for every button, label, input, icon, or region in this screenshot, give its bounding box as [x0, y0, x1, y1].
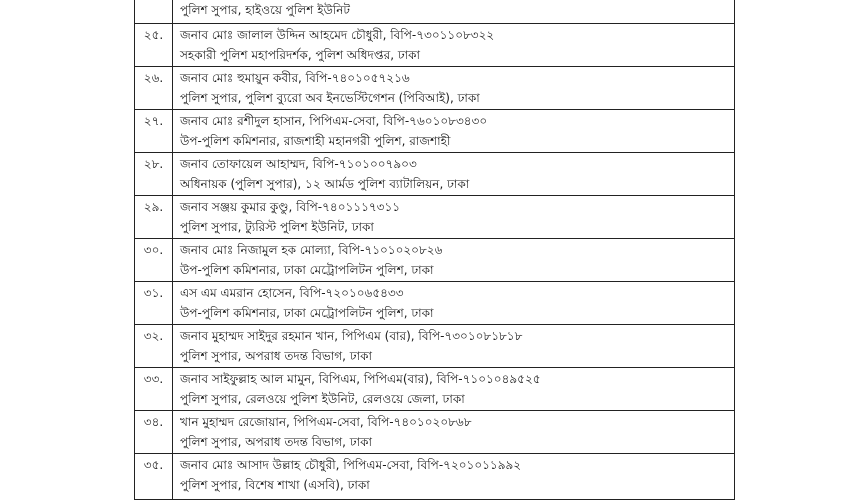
entry-name: এস এম এমরান হোসেন, বিপি-৭২০১০৬৫৪৩৩: [180, 286, 404, 300]
entry-designation: পুলিশ সুপার, ট্যুরিস্ট পুলিশ ইউনিট, ঢাকা: [180, 220, 374, 234]
serial-number: ২৫.: [135, 24, 173, 67]
entry-name: জনাব তোফায়েল আহাম্মদ, বিপি-৭১০১০০৭৯০৩: [180, 157, 417, 171]
serial-number: ৩৩.: [135, 368, 173, 411]
entry-cell: [173, 110, 735, 153]
entry-cell: [173, 368, 735, 411]
entry-designation: উপ-পুলিশ কমিশনার, রাজশাহী মহানগরী পুলিশ, রাজশাহী: [180, 134, 451, 148]
table-row: [135, 454, 735, 500]
entry-cell: [173, 24, 735, 67]
entry-cell: [173, 67, 735, 110]
table-row: [135, 325, 735, 368]
serial-number: ৩৪.: [135, 411, 173, 454]
serial-number: ২৯.: [135, 196, 173, 239]
serial-number: ৩২.: [135, 325, 173, 368]
serial-number: ৩৫.: [135, 454, 173, 500]
serial-number: ২৮.: [135, 153, 173, 196]
serial-number: ৩১.: [135, 282, 173, 325]
entry-designation: উপ-পুলিশ কমিশনার, ঢাকা মেট্রোপলিটন পুলিশ, ঢাকা: [180, 263, 434, 277]
table-row: [135, 67, 735, 110]
table-row: [135, 153, 735, 196]
entry-cell: [173, 196, 735, 239]
entry-designation: অধিনায়ক (পুলিশ সুপার), ১২ আর্মড পুলিশ ব্যাটালিয়ন, ঢাকা: [180, 177, 470, 191]
entry-name: জনাব মুহাম্মদ সাইদুর রহমান খান, পিপিএম (বার), বিপি-৭৩০১০৮১৮১৮: [180, 329, 523, 343]
table-row: [135, 239, 735, 282]
entry-name: খান মুহাম্মদ রেজোয়ান, পিপিএম-সেবা, বিপি-৭৪০১০২০৮৬৮: [180, 415, 472, 429]
table-row: [135, 282, 735, 325]
table-row: [135, 0, 735, 24]
entry-name: জনাব মোঃ রশীদুল হাসান, পিপিএম-সেবা, বিপি-৭৬০১০৮৩৪৩০: [180, 114, 488, 128]
table-row: [135, 368, 735, 411]
entry-cell: [173, 153, 735, 196]
entry-name: জনাব মোঃ আসাদ উল্লাহ চৌধুরী, পিপিএম-সেবা, বিপি-৭২০১০১১৯৯২: [180, 458, 522, 472]
entry-cell: [173, 325, 735, 368]
table-row: [135, 196, 735, 239]
table-row: [135, 110, 735, 153]
entry-name: জনাব মোঃ হুমায়ুন কবীর, বিপি-৭৪০১০৫৭২১৬: [180, 71, 410, 85]
entry-cell: [173, 0, 735, 24]
entry-cell: [173, 239, 735, 282]
entry-cell: [173, 282, 735, 325]
entry-name: জনাব মোঃ জালাল উদ্দিন আহমেদ চৌধুরী, বিপি-৭৩০১১০৮৩২২: [180, 28, 495, 42]
entry-designation: পুলিশ সুপার, বিশেষ শাখা (এসবি), ঢাকা: [180, 478, 370, 492]
serial-number: ২৭.: [135, 110, 173, 153]
entry-designation: পুলিশ সুপার, অপরাধ তদন্ত বিভাগ, ঢাকা: [180, 349, 372, 363]
entry-cell: [173, 454, 735, 500]
entry-designation: পুলিশ সুপার, হাইওয়ে পুলিশ ইউনিট: [180, 3, 350, 17]
entry-designation: উপ-পুলিশ কমিশনার, ঢাকা মেট্রোপলিটন পুলিশ, ঢাকা: [180, 306, 434, 320]
entry-name: জনাব সাইফুল্লাহ আল মামুন, বিপিএম, পিপিএম(বার), বিপি-৭১০১০৪৯৫২৫: [180, 372, 541, 386]
serial-number: ৩০.: [135, 239, 173, 282]
entry-designation: পুলিশ সুপার, রেলওয়ে পুলিশ ইউনিট, রেলওয়ে জেলা, ঢাকা: [180, 392, 465, 406]
officer-list-table: [134, 0, 735, 500]
table-row: [135, 24, 735, 67]
table-row: [135, 411, 735, 454]
entry-name: জনাব সঞ্জয় কুমার কুণ্ডু, বিপি-৭৪০১১১৭৩১১: [180, 200, 401, 214]
entry-designation: পুলিশ সুপার, পুলিশ ব্যুরো অব ইনভেস্টিগেশন (পিবিআই), ঢাকা: [180, 91, 480, 105]
serial-cell: [135, 0, 173, 24]
entry-name: জনাব মোঃ নিজামুল হক মোল্যা, বিপি-৭১০১০২০৮২৬: [180, 243, 443, 257]
entry-designation: সহকারী পুলিশ মহাপরিদর্শক, পুলিশ অধিদপ্তর, ঢাকা: [180, 48, 420, 62]
entry-cell: [173, 411, 735, 454]
entry-designation: পুলিশ সুপার, অপরাধ তদন্ত বিভাগ, ঢাকা: [180, 435, 372, 449]
serial-number: ২৬.: [135, 67, 173, 110]
